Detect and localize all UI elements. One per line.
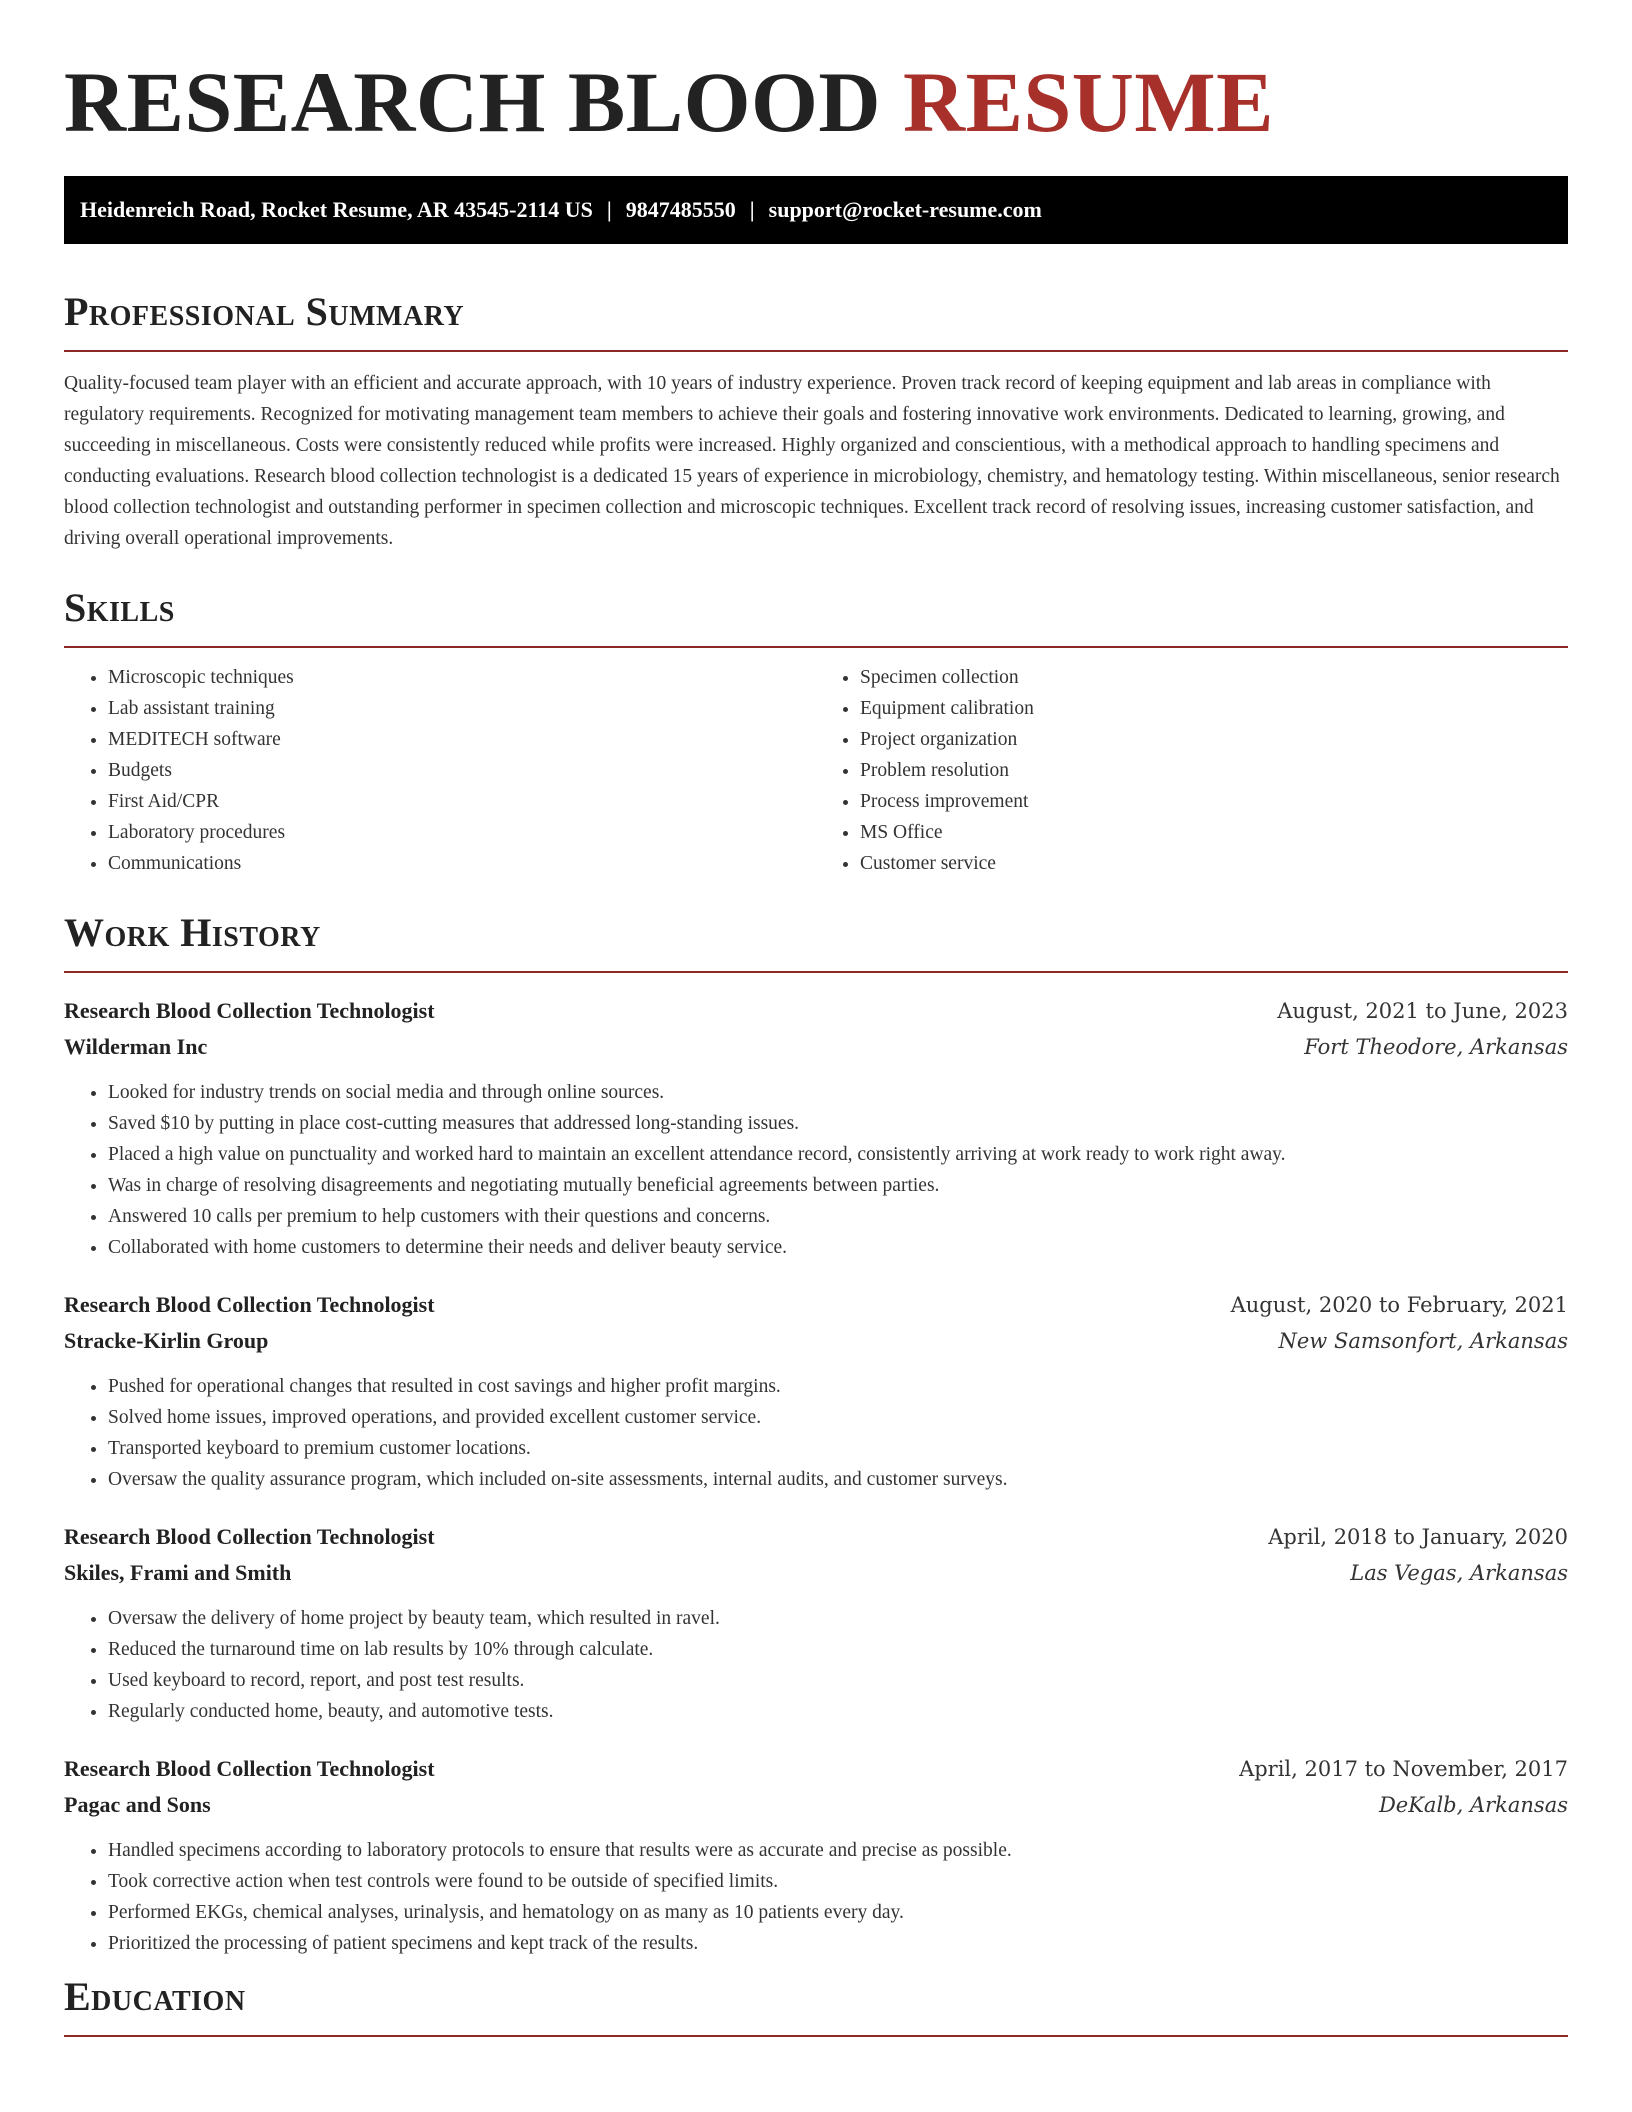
job-entry bbox=[64, 993, 1568, 1263]
job-bullet: • Used keyboard to record, report, and post test results. bbox=[108, 1665, 1568, 1696]
skill-item: • Equipment calibration bbox=[860, 693, 1568, 724]
job-company: Skiles, Frami and Smith bbox=[64, 1560, 292, 1585]
section-divider bbox=[64, 350, 1568, 352]
job-bullet: • Oversaw the delivery of home project by beauty team, which resulted in ravel. bbox=[108, 1603, 1568, 1634]
job-bullets bbox=[64, 1835, 1568, 1959]
job-company: Pagac and Sons bbox=[64, 1792, 211, 1817]
skill-item: • Project organization bbox=[860, 724, 1568, 755]
job-dates: August, 2021 to June, 2023 bbox=[1277, 999, 1568, 1023]
job-subheader-row bbox=[64, 1555, 1568, 1591]
job-bullets bbox=[64, 1077, 1568, 1263]
title-accent: RESUME bbox=[903, 54, 1274, 150]
job-header-row bbox=[64, 1287, 1568, 1323]
job-bullet: • Oversaw the quality assurance program, which included on-site assessments, internal audits, and customer surveys. bbox=[108, 1464, 1568, 1495]
job-location: Las Vegas, Arkansas bbox=[1350, 1561, 1568, 1585]
skills-column-left bbox=[64, 662, 816, 879]
job-bullet: • Saved $10 by putting in place cost-cutting measures that addressed long-standing issues. bbox=[108, 1108, 1568, 1139]
job-header-row bbox=[64, 993, 1568, 1029]
contact-email[interactable]: support@rocket-resume.com bbox=[768, 197, 1042, 222]
section-divider bbox=[64, 646, 1568, 648]
job-bullet: • Was in charge of resolving disagreements and negotiating mutually beneficial agreements between parties. bbox=[108, 1170, 1568, 1201]
job-bullet: • Reduced the turnaround time on lab results by 10% through calculate. bbox=[108, 1634, 1568, 1665]
skill-item: • Specimen collection bbox=[860, 662, 1568, 693]
job-subheader-row bbox=[64, 1323, 1568, 1359]
job-bullet: • Pushed for operational changes that resulted in cost savings and higher profit margins. bbox=[108, 1371, 1568, 1402]
skill-item: • Customer service bbox=[860, 848, 1568, 879]
contact-separator: | bbox=[749, 197, 755, 222]
job-header-row bbox=[64, 1519, 1568, 1555]
skill-item: • Budgets bbox=[108, 755, 816, 786]
job-title: Research Blood Collection Technologist bbox=[64, 1292, 435, 1317]
job-bullets bbox=[64, 1603, 1568, 1727]
job-subheader-row bbox=[64, 1029, 1568, 1065]
work-history-heading: Work History bbox=[64, 910, 321, 955]
contact-phone[interactable]: 9847485550 bbox=[625, 197, 736, 222]
job-bullet: • Solved home issues, improved operations, and provided excellent customer service. bbox=[108, 1402, 1568, 1433]
skills-list bbox=[64, 662, 1568, 879]
job-title: Research Blood Collection Technologist bbox=[64, 998, 435, 1023]
contact-address: Heidenreich Road, Rocket Resume, AR 43545-2114 US bbox=[80, 197, 593, 222]
job-location: New Samsonfort, Arkansas bbox=[1278, 1329, 1568, 1353]
contact-separator: | bbox=[606, 197, 612, 222]
job-bullet: • Handled specimens according to laboratory protocols to ensure that results were as accurate and precise as possible. bbox=[108, 1835, 1568, 1866]
job-entry bbox=[64, 1519, 1568, 1727]
summary-text: Quality-focused team player with an efficient and accurate approach, with 10 years of industry experience. Proven track record of keeping equipment and lab areas in compliance with regulatory requirements. Recognized for motivating management team members to achieve their goals and fostering innovative work environments. Dedicated to learning, growing, and succeeding in miscellaneous. Costs were consistently reduced while profits were increased. Highly organized and conscientious, with a methodical approach to handling specimens and conducting evaluations. Research blood collection technologist is a dedicated 15 years of experience in microbiology, chemistry, and hematology testing. Within miscellaneous, senior research blood collection technologist and outstanding performer in specimen collection and microscopic techniques. Excellent track record of resolving issues, increasing customer satisfaction, and driving overall operational improvements. bbox=[64, 373, 1560, 549]
skill-item: • Lab assistant training bbox=[108, 693, 816, 724]
skill-item: • Microscopic techniques bbox=[108, 662, 816, 693]
job-bullet: • Took corrective action when test controls were found to be outside of specified limits. bbox=[108, 1866, 1568, 1897]
skill-item: • MS Office bbox=[860, 817, 1568, 848]
contact-bar bbox=[64, 176, 1568, 244]
job-bullets bbox=[64, 1371, 1568, 1495]
section-divider bbox=[64, 2035, 1568, 2037]
job-bullet: • Collaborated with home customers to determine their needs and deliver beauty service. bbox=[108, 1232, 1568, 1263]
resume-title bbox=[64, 0, 1568, 176]
job-dates: April, 2018 to January, 2020 bbox=[1268, 1525, 1568, 1549]
job-location: Fort Theodore, Arkansas bbox=[1304, 1035, 1568, 1059]
job-company: Wilderman Inc bbox=[64, 1034, 208, 1059]
job-dates: August, 2020 to February, 2021 bbox=[1230, 1293, 1568, 1317]
job-location: DeKalb, Arkansas bbox=[1378, 1793, 1568, 1817]
skill-item: • First Aid/CPR bbox=[108, 786, 816, 817]
job-entry bbox=[64, 1287, 1568, 1495]
education-heading: Education bbox=[64, 1974, 246, 2019]
job-title: Research Blood Collection Technologist bbox=[64, 1756, 435, 1781]
skill-item: • Process improvement bbox=[860, 786, 1568, 817]
job-bullet: • Performed EKGs, chemical analyses, urinalysis, and hematology on as many as 10 patients every day. bbox=[108, 1897, 1568, 1928]
job-company: Stracke-Kirlin Group bbox=[64, 1328, 269, 1353]
skill-item: • Problem resolution bbox=[860, 755, 1568, 786]
job-header-row bbox=[64, 1751, 1568, 1787]
job-bullet: • Answered 10 calls per premium to help customers with their questions and concerns. bbox=[108, 1201, 1568, 1232]
job-bullet: • Looked for industry trends on social media and through online sources. bbox=[108, 1077, 1568, 1108]
title-main: RESEARCH BLOOD bbox=[64, 54, 903, 150]
section-divider bbox=[64, 971, 1568, 973]
skill-item: • MEDITECH software bbox=[108, 724, 816, 755]
skill-item: • Communications bbox=[108, 848, 816, 879]
job-title: Research Blood Collection Technologist bbox=[64, 1524, 435, 1549]
job-dates: April, 2017 to November, 2017 bbox=[1239, 1757, 1568, 1781]
job-bullet: • Placed a high value on punctuality and worked hard to maintain an excellent attendance record, consistently arriving at work ready to work right away. bbox=[108, 1139, 1568, 1170]
work-history-list bbox=[64, 993, 1568, 1959]
skills-column-right bbox=[816, 662, 1568, 879]
summary-heading: Professional Summary bbox=[64, 289, 465, 334]
job-subheader-row bbox=[64, 1787, 1568, 1823]
skill-item: • Laboratory procedures bbox=[108, 817, 816, 848]
job-entry bbox=[64, 1751, 1568, 1959]
job-bullet: • Regularly conducted home, beauty, and automotive tests. bbox=[108, 1696, 1568, 1727]
job-bullet: • Prioritized the processing of patient specimens and kept track of the results. bbox=[108, 1928, 1568, 1959]
skills-heading: Skills bbox=[64, 585, 175, 630]
job-bullet: • Transported keyboard to premium customer locations. bbox=[108, 1433, 1568, 1464]
